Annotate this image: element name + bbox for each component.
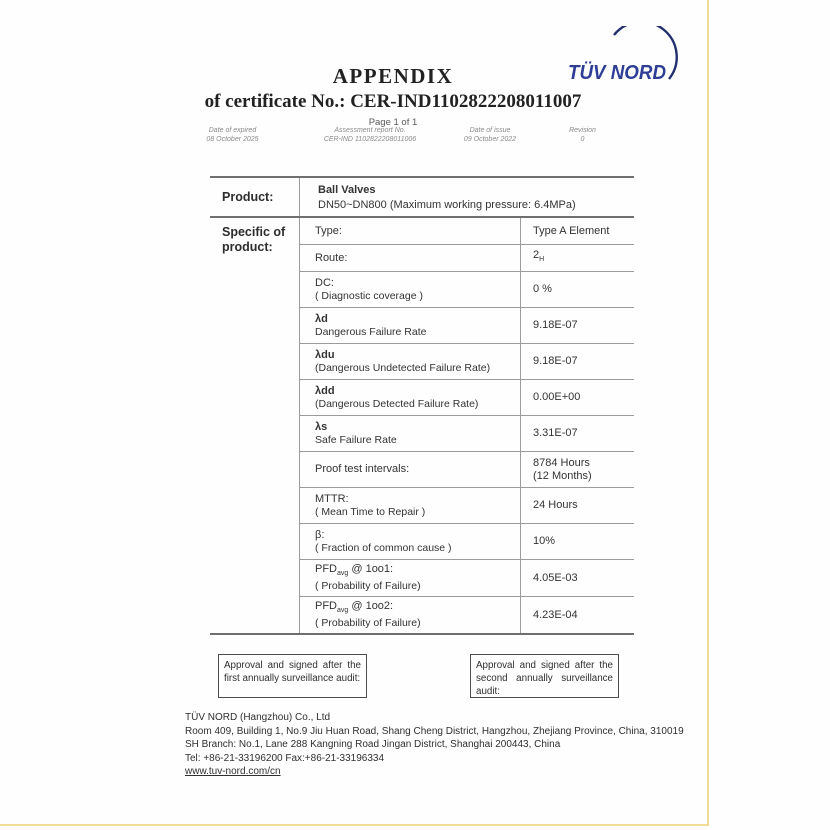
parameter-cell <box>300 560 520 596</box>
parameter-description: ( Probability of Failure) <box>315 617 421 630</box>
product-row <box>210 178 634 218</box>
value-cell <box>520 272 634 307</box>
footer-lines <box>185 711 684 765</box>
parameter-cell <box>300 344 520 379</box>
meta-field-value: 09 October 2022 <box>463 135 517 143</box>
parameter-name: Proof test intervals: <box>315 463 410 475</box>
value-line: (12 Months) <box>533 469 592 482</box>
table-row <box>300 416 634 452</box>
table-row <box>300 452 634 488</box>
meta-field <box>425 127 555 144</box>
parameter-description: Safe Failure Rate <box>315 433 397 446</box>
parameter-name: MTTR: <box>315 492 349 505</box>
meta-field <box>540 127 625 144</box>
parameter-cell <box>300 380 520 415</box>
meta-field <box>295 127 445 144</box>
meta-field-label: Assessment report No. <box>334 127 406 134</box>
value-line: 9.18E-07 <box>533 355 578 367</box>
meta-field-label: Date of issue <box>469 127 511 134</box>
value-line: 0 % <box>533 283 552 295</box>
table-row <box>300 560 634 597</box>
value-line: 4.05E-03 <box>533 571 578 584</box>
product-table <box>210 176 634 635</box>
parameter-name: λdu <box>315 348 335 361</box>
parameter-cell <box>300 416 520 451</box>
parameter-cell <box>300 452 520 487</box>
value-line: 0.00E+00 <box>533 391 581 403</box>
parameter-cell <box>300 218 520 244</box>
parameter-name: DC: <box>315 276 334 289</box>
page-title: APPENDIX <box>332 64 454 88</box>
meta-fields-row <box>0 127 830 153</box>
footer-line: TÜV NORD (Hangzhou) Co., Ltd <box>185 712 331 723</box>
value-cell <box>520 416 634 451</box>
approval-box-first-audit: Approval and signed after the first annually surveillance audit: <box>218 654 367 698</box>
product-name: Ball Valves <box>318 184 376 196</box>
table-row <box>300 597 634 633</box>
table-row <box>300 218 634 245</box>
meta-field-value: 08 October 2025 <box>206 135 259 143</box>
product-description: DN50~DN800 (Maximum working pressure: 6.4MPa) <box>318 199 576 211</box>
footer-line: SH Branch: No.1, Lane 288 Kangning Road Jingan District, Shanghai 200443, China <box>185 739 561 750</box>
table-row <box>300 308 634 344</box>
page-bottom-edge <box>0 824 709 826</box>
parameter-cell <box>300 597 520 633</box>
footer-address-block <box>185 711 684 779</box>
meta-field-value: CER-IND 1102822208011006 <box>323 135 417 143</box>
parameter-name: Route: <box>315 251 348 264</box>
footer-line: Room 409, Building 1, No.9 Jiu Huan Road, Shang Cheng District, Hangzhou, Zhejiang Province, China, 310019 <box>185 725 684 737</box>
value-cell <box>520 245 634 271</box>
page-number: Page 1 of 1 <box>368 117 418 128</box>
value-cell <box>520 597 634 633</box>
parameter-name: λd <box>315 312 328 325</box>
parameter-description: (Dangerous Detected Failure Rate) <box>315 397 479 410</box>
title-block <box>0 64 786 128</box>
parameter-name: Type: <box>315 224 342 237</box>
footer-line: Tel: +86-21-33196200 Fax:+86-21-33196334 <box>185 752 385 764</box>
specific-section <box>210 218 634 635</box>
parameter-name: $PFD_{avg}$ @ 1oo2: <box>315 600 394 615</box>
value-line: Type A Element <box>533 224 610 237</box>
value-line: 24 Hours <box>533 499 578 511</box>
product-label: Product: <box>210 178 300 216</box>
table-row <box>300 245 634 272</box>
value-line: 3.31E-07 <box>533 427 578 439</box>
meta-field <box>170 127 295 144</box>
parameter-description: ( Mean Time to Repair ) <box>315 505 426 518</box>
parameter-cell <box>300 245 520 271</box>
value-cell <box>520 308 634 343</box>
parameter-description: ( Probability of Failure) <box>315 580 421 593</box>
value-line: $2_H$ <box>533 249 545 264</box>
table-row <box>300 380 634 416</box>
specific-rows <box>300 218 634 633</box>
value-cell <box>520 380 634 415</box>
parameter-cell <box>300 308 520 343</box>
parameter-description: (Dangerous Undetected Failure Rate) <box>315 361 491 374</box>
meta-field-value: 0 <box>580 135 585 143</box>
table-row <box>300 272 634 308</box>
value-line: 8784 Hours <box>533 456 590 469</box>
parameter-description: Dangerous Failure Rate <box>315 325 427 338</box>
parameter-name: β: <box>315 528 325 541</box>
parameter-cell <box>300 488 520 523</box>
value-cell <box>520 524 634 559</box>
parameter-cell <box>300 524 520 559</box>
value-line: 10% <box>533 535 556 547</box>
parameter-cell <box>300 272 520 307</box>
value-cell <box>520 344 634 379</box>
table-row <box>300 344 634 380</box>
table-row <box>300 524 634 560</box>
certificate-number-line: of certificate No.: CER-IND1102822208011007 <box>204 91 582 112</box>
value-cell <box>520 488 634 523</box>
product-cell <box>300 178 634 216</box>
parameter-description: ( Fraction of common cause ) <box>315 541 452 554</box>
value-line: 4.23E-04 <box>533 608 578 621</box>
value-cell <box>520 218 634 244</box>
table-row <box>300 488 634 524</box>
meta-field-label: Date of expired <box>208 127 257 134</box>
value-cell <box>520 452 634 487</box>
parameter-description: ( Diagnostic coverage ) <box>315 289 423 302</box>
meta-field-label: Revision <box>569 127 596 134</box>
value-cell <box>520 560 634 596</box>
value-line: 9.18E-07 <box>533 319 578 331</box>
specific-label: Specific of product: <box>210 218 300 633</box>
parameter-name: λs <box>315 420 328 433</box>
parameter-name: $PFD_{avg}$ @ 1oo1: <box>315 563 394 578</box>
approval-box-second-audit: Approval and signed after the second annually surveillance audit: <box>470 654 619 698</box>
logo-text: TÜV NORD <box>568 62 673 84</box>
website-link[interactable]: www.tuv-nord.com/cn <box>185 766 281 777</box>
parameter-name: λdd <box>315 384 335 397</box>
